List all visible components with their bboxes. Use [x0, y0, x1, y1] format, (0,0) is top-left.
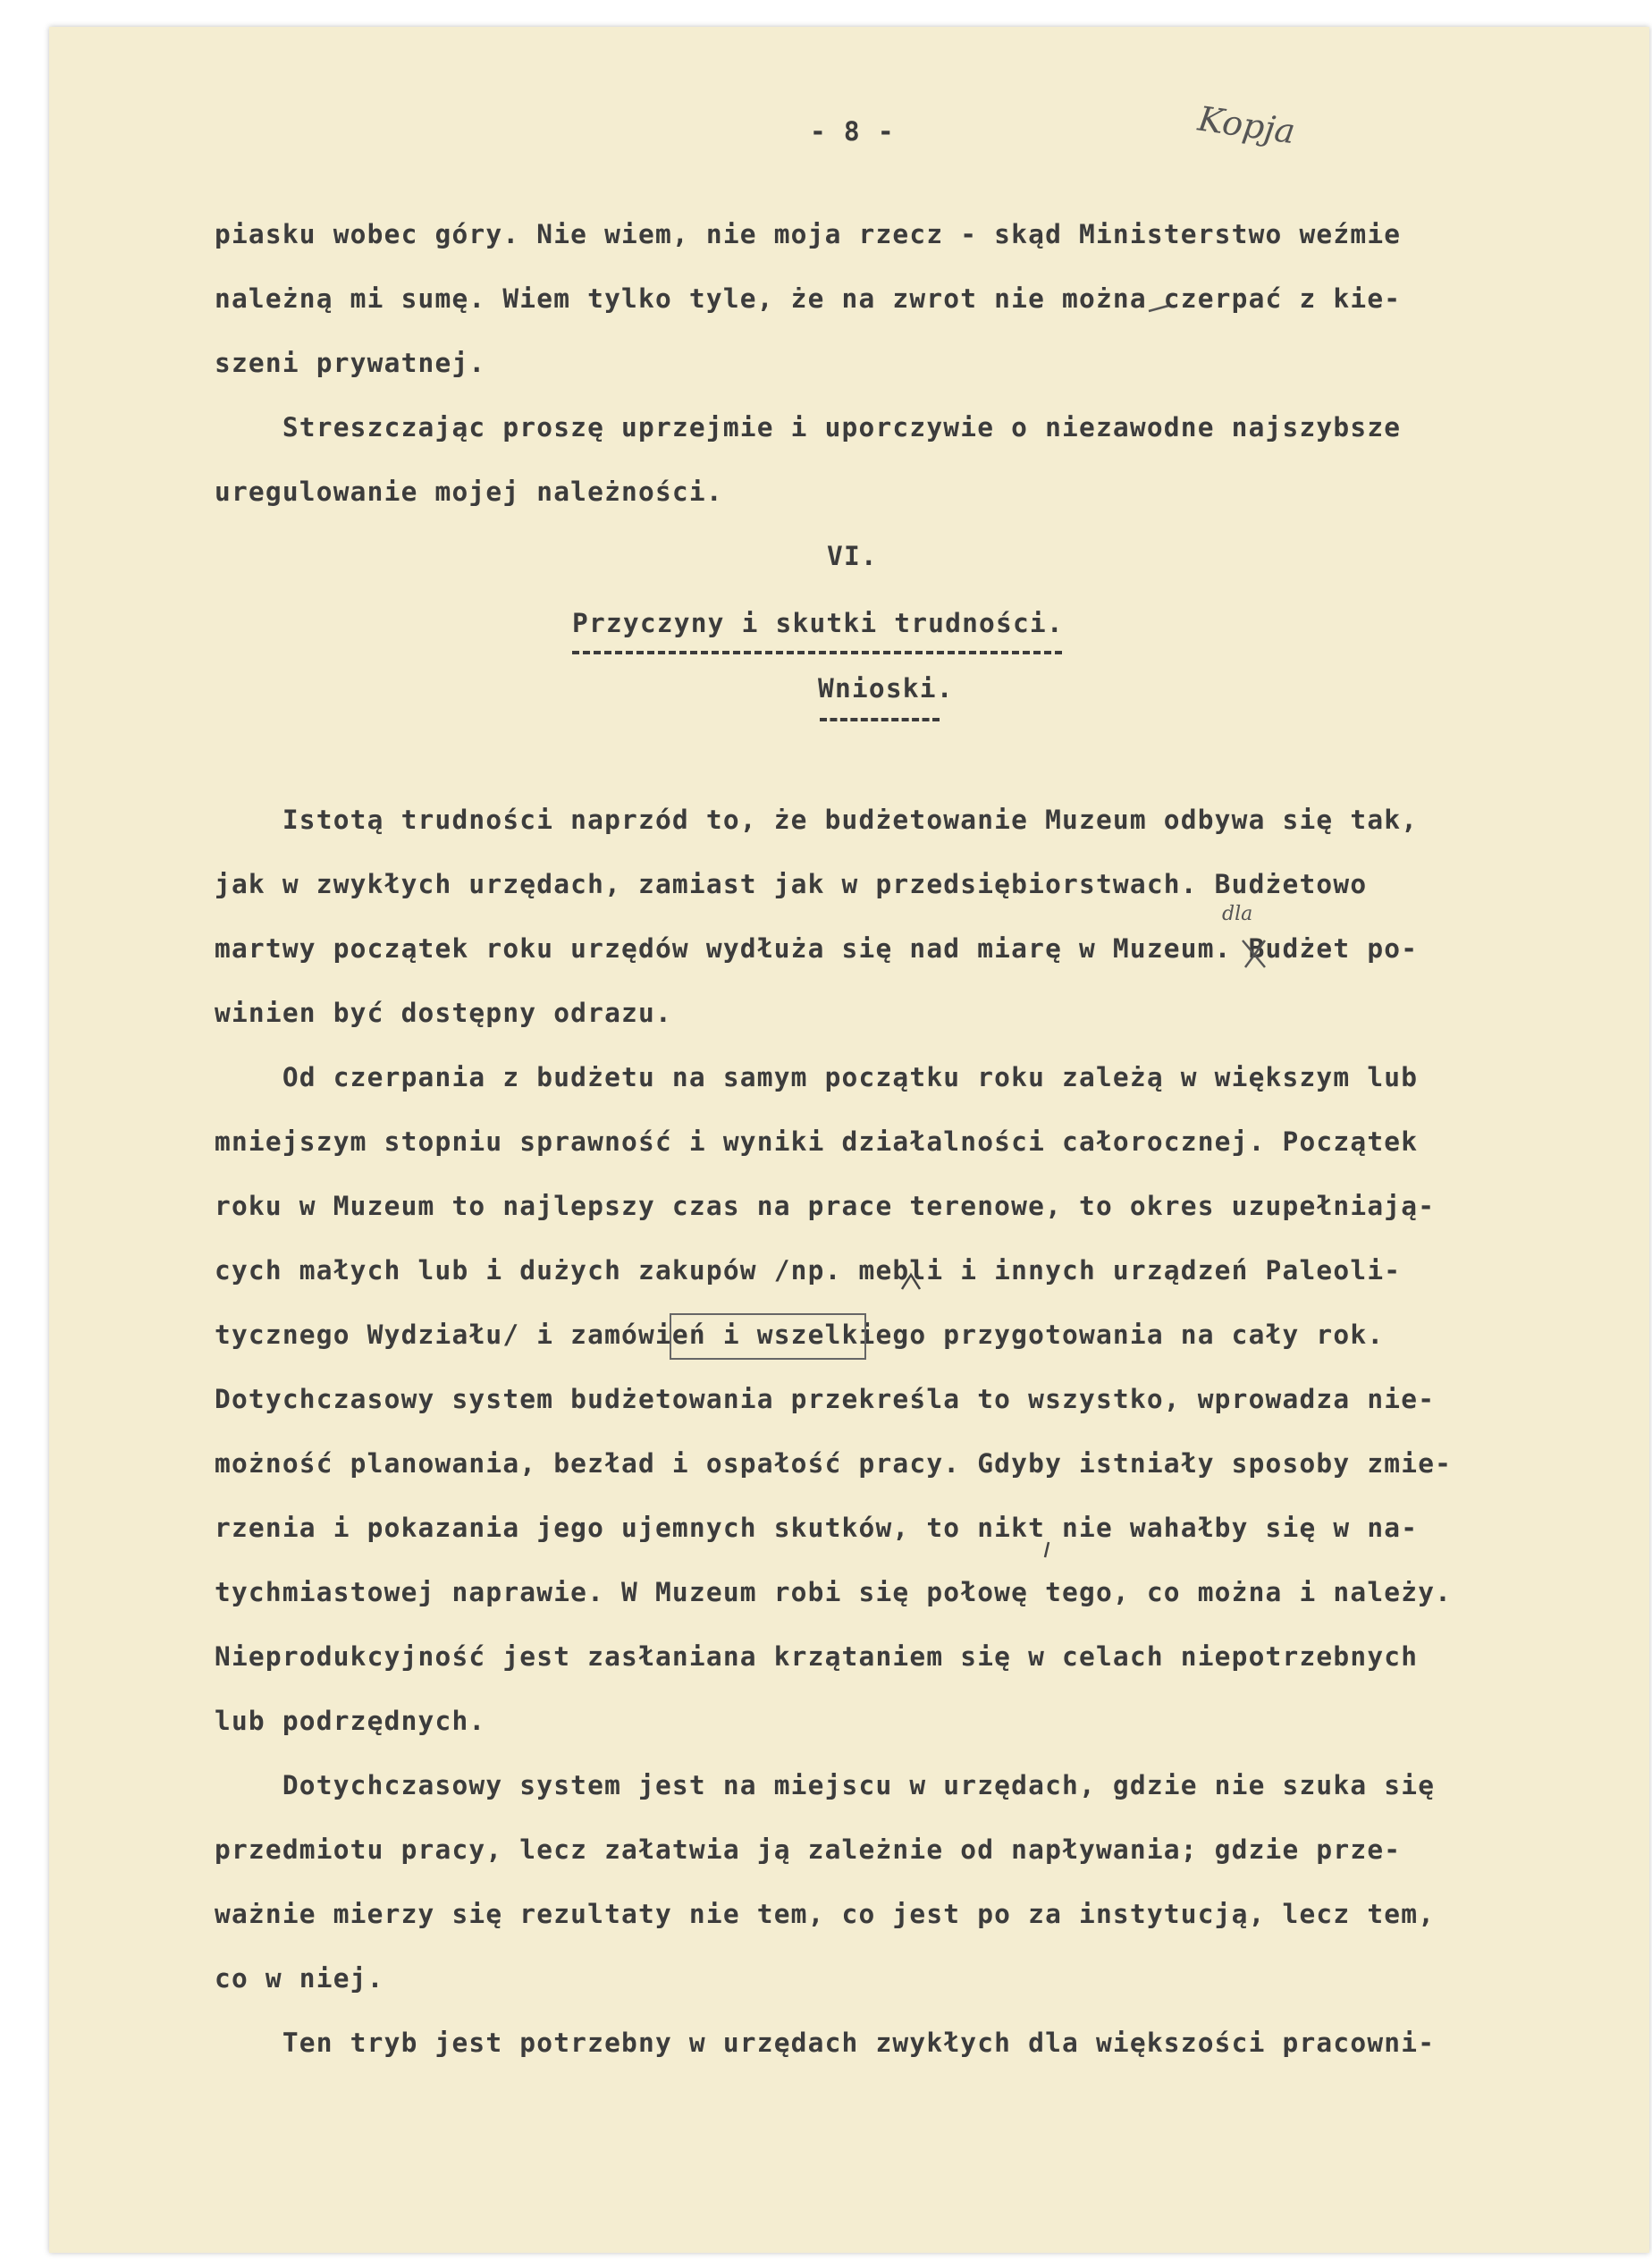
body-line: piasku wobec góry. Nie wiem, nie moja rzecz - skąd Ministerstwo weźmie: [215, 219, 1402, 249]
body-line: Dotychczasowy system budżetowania przekreśla to wszystko, wprowadza nie-: [215, 1384, 1436, 1414]
body-line: tycznego Wydziału/ i zamówień i wszelkiego przygotowania na cały rok.: [215, 1319, 1385, 1350]
handwritten-insertion: dla: [1222, 903, 1253, 925]
body-line: winien być dostępny odrazu.: [215, 998, 672, 1028]
strike-mark: [1149, 306, 1168, 311]
body-line: Dotychczasowy system jest na miejscu w urzędach, gdzie nie szuka się: [215, 1770, 1436, 1800]
body-line: roku w Muzeum to najlepszy czas na prace terenowe, to okres uzupełniają-: [215, 1191, 1436, 1221]
section-title: Przyczyny i skutki trudności.: [572, 608, 1064, 638]
body-line: możność planowania, bezład i ospałość pracy. Gdyby istniały sposoby zmie-: [215, 1448, 1453, 1479]
cross-mark: [1243, 940, 1265, 967]
box-mark: [670, 1314, 865, 1359]
body-line: ważnie mierzy się rezultaty nie tem, co jest po za instytucją, lecz tem,: [215, 1899, 1436, 1929]
caret-mark: [902, 1275, 920, 1289]
body-line: należną mi sumę. Wiem tylko tyle, że na zwrot nie można czerpać z kie-: [215, 283, 1402, 314]
body-line: mniejszym stopniu sprawność i wyniki działalności całorocznej. Początek: [215, 1126, 1419, 1157]
body-line: jak w zwykłych urzędach, zamiast jak w przedsiębiorstwach. Budżetowo: [215, 869, 1368, 899]
body-line: Streszczając proszę uprzejmie i uporczywie o niezawodne najszybsze: [215, 412, 1402, 443]
body-line: co w niej.: [215, 1963, 384, 1994]
body-line: Nieprodukcyjność jest zasłaniana krzątaniem się w celach niepotrzebnych: [215, 1641, 1419, 1672]
section-subtitle: Wnioski.: [818, 673, 954, 704]
body-line: uregulowanie mojej należności.: [215, 476, 723, 507]
body-line: szeni prywatnej.: [215, 348, 486, 378]
comma-mark: [1045, 1542, 1049, 1557]
body-line: przedmiotu pracy, lecz załatwia ją zależnie od napływania; gdzie prze-: [215, 1834, 1402, 1865]
body-line: Istotą trudności naprzód to, że budżetowanie Muzeum odbywa się tak,: [215, 805, 1419, 835]
body-line: Ten tryb jest potrzebny w urzędach zwykłych dla większości pracowni-: [215, 2028, 1436, 2058]
body-line: rzenia i pokazania jego ujemnych skutków, to nikt nie wahałby się w na-: [215, 1513, 1419, 1543]
body-line: martwy początek roku urzędów wydłuża się nad miarę w Muzeum. Budżet po-: [215, 933, 1419, 964]
section-number: VI.: [827, 541, 878, 571]
handwritten-annotation: Kopja: [1195, 98, 1298, 152]
document-page: [49, 27, 1649, 2253]
body-line: lub podrzędnych.: [215, 1706, 486, 1736]
pen-marks: [49, 27, 1649, 2253]
page-number: - 8 -: [810, 116, 895, 147]
body-line: cych małych lub i dużych zakupów /np. mebli i innych urządzeń Paleoli-: [215, 1255, 1402, 1286]
body-line: tychmiastowej naprawie. W Muzeum robi się połowę tego, co można i należy.: [215, 1577, 1453, 1607]
body-line: Od czerpania z budżetu na samym początku roku zależą w większym lub: [215, 1062, 1419, 1092]
